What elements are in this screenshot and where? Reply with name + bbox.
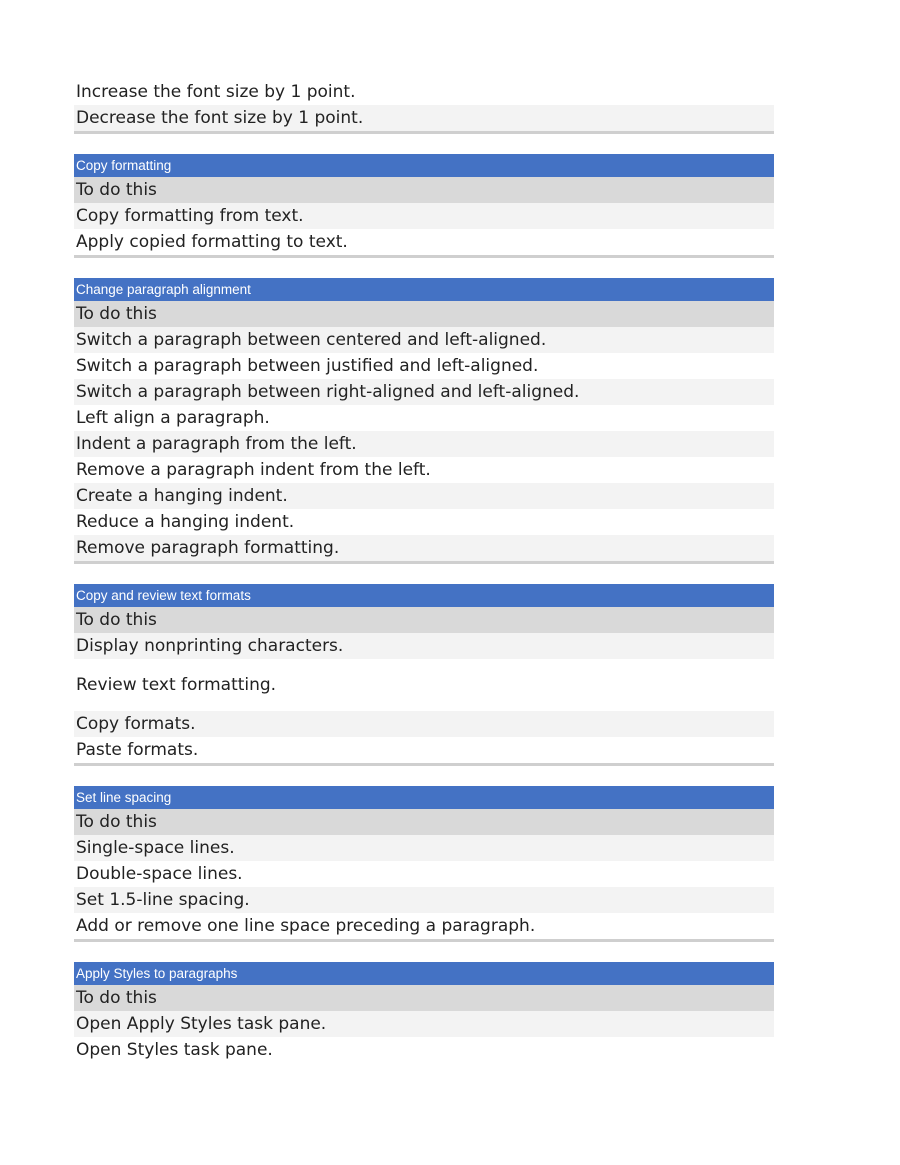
table-row: Switch a paragraph between centered and left-aligned. — [74, 327, 774, 353]
table-row: Increase the font size by 1 point. — [74, 79, 774, 105]
table-row: Reduce a hanging indent. — [74, 509, 774, 535]
section-apply-styles-to-paragraphs — [74, 962, 774, 1063]
table-row: Remove a paragraph indent from the left. — [74, 457, 774, 483]
section-copy-formatting — [74, 154, 774, 258]
table-row: Single-space lines. — [74, 835, 774, 861]
column-header: To do this — [74, 985, 774, 1011]
table-row: Left align a paragraph. — [74, 405, 774, 431]
column-header: To do this — [74, 809, 774, 835]
table-row: Decrease the font size by 1 point. — [74, 105, 774, 131]
section-copy-and-review-text-formats — [74, 584, 774, 766]
table-row: Open Styles task pane. — [74, 1037, 774, 1063]
table-row: Set 1.5-line spacing. — [74, 887, 774, 913]
table-row: Review text formatting. — [74, 659, 774, 711]
column-header: To do this — [74, 607, 774, 633]
table-row: Paste formats. — [74, 737, 774, 763]
column-header: To do this — [74, 177, 774, 203]
table-row: Open Apply Styles task pane. — [74, 1011, 774, 1037]
table-row: Add or remove one line space preceding a paragraph. — [74, 913, 774, 939]
table-row: Double-space lines. — [74, 861, 774, 887]
table-row: Switch a paragraph between justified and left-aligned. — [74, 353, 774, 379]
table-row: Copy formatting from text. — [74, 203, 774, 229]
intro-table — [74, 79, 774, 134]
table-row: Display nonprinting characters. — [74, 633, 774, 659]
section-title: Set line spacing — [74, 786, 774, 809]
section-title: Change paragraph alignment — [74, 278, 774, 301]
section-title: Copy formatting — [74, 154, 774, 177]
table-row: Create a hanging indent. — [74, 483, 774, 509]
column-header: To do this — [74, 301, 774, 327]
section-title: Apply Styles to paragraphs — [74, 962, 774, 985]
table-row: Apply copied formatting to text. — [74, 229, 774, 255]
table-row: Copy formats. — [74, 711, 774, 737]
table-row: Switch a paragraph between right-aligned and left-aligned. — [74, 379, 774, 405]
section-title: Copy and review text formats — [74, 584, 774, 607]
section-set-line-spacing — [74, 786, 774, 942]
table-row: Remove paragraph formatting. — [74, 535, 774, 561]
document-page — [74, 79, 774, 1063]
section-change-paragraph-alignment — [74, 278, 774, 564]
table-row: Indent a paragraph from the left. — [74, 431, 774, 457]
